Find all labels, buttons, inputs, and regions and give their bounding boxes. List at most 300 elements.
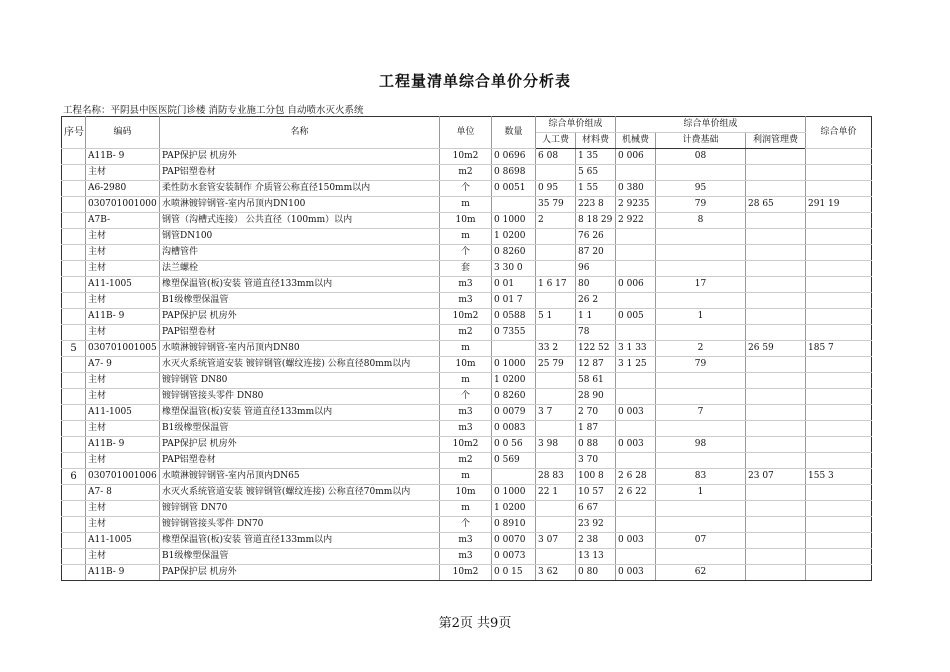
cell-labor: 2 xyxy=(536,213,576,229)
cell-material: 87 20 xyxy=(576,245,616,261)
cell-name: 橡塑保温管(板)安装 管道直径133mm以内 xyxy=(160,533,440,549)
cell-code: 主材 xyxy=(86,517,160,533)
cell-labor: 22 1 xyxy=(536,485,576,501)
cell-material: 223 8 xyxy=(576,197,616,213)
cell-name: PAP铝塑卷材 xyxy=(160,165,440,181)
table-header-row xyxy=(62,117,872,133)
cell-profit xyxy=(746,309,806,325)
header-total: 综合单价 xyxy=(806,117,872,149)
cell-total xyxy=(806,213,872,229)
cell-total xyxy=(806,245,872,261)
table-row xyxy=(62,245,872,261)
unit-price-analysis-table xyxy=(61,116,872,581)
cell-name: B1级橡塑保温管 xyxy=(160,549,440,565)
cell-material: 2 70 xyxy=(576,405,616,421)
cell-seq xyxy=(62,245,86,261)
header-code: 编码 xyxy=(86,117,160,149)
cell-seq xyxy=(62,501,86,517)
cell-profit xyxy=(746,549,806,565)
cell-qty: 0 0079 xyxy=(492,405,536,421)
header-basis: 计费基础 xyxy=(656,133,746,149)
cell-unit: m3 xyxy=(440,405,492,421)
cell-seq xyxy=(62,149,86,165)
cell-machine xyxy=(616,245,656,261)
table-row xyxy=(62,197,872,213)
cell-name: PAP铝塑卷材 xyxy=(160,453,440,469)
cell-code: 030701001005 xyxy=(86,341,160,357)
cell-basis xyxy=(656,245,746,261)
table-row xyxy=(62,485,872,501)
cell-profit xyxy=(746,357,806,373)
cell-qty: 0 0696 xyxy=(492,149,536,165)
cell-name: 镀锌钢管接头零件 DN80 xyxy=(160,389,440,405)
table-row xyxy=(62,357,872,373)
cell-profit xyxy=(746,501,806,517)
cell-machine: 0 006 xyxy=(616,149,656,165)
cell-seq xyxy=(62,549,86,565)
cell-labor: 35 79 xyxy=(536,197,576,213)
cell-machine: 0 005 xyxy=(616,309,656,325)
cell-seq xyxy=(62,421,86,437)
cell-name: PAP保护层 机房外 xyxy=(160,565,440,581)
cell-code: 主材 xyxy=(86,421,160,437)
cell-qty: 0 0588 xyxy=(492,309,536,325)
cell-total xyxy=(806,357,872,373)
cell-unit: m xyxy=(440,197,492,213)
cell-qty: 0 8260 xyxy=(492,245,536,261)
cell-code: 主材 xyxy=(86,229,160,245)
cell-seq xyxy=(62,165,86,181)
cell-total xyxy=(806,325,872,341)
cell-labor: 25 79 xyxy=(536,357,576,373)
cell-unit: m3 xyxy=(440,549,492,565)
cell-profit xyxy=(746,405,806,421)
cell-name: B1级橡塑保温管 xyxy=(160,421,440,437)
table-row xyxy=(62,149,872,165)
project-name: 工程名称：平阴县中医医院门诊楼 消防专业施工分包 自动喷水灭火系统 xyxy=(63,105,364,116)
cell-basis xyxy=(656,229,746,245)
cell-unit: 个 xyxy=(440,245,492,261)
cell-material: 1 55 xyxy=(576,181,616,197)
table-row xyxy=(62,501,872,517)
header-group1: 综合单价组成 xyxy=(536,117,616,133)
cell-basis xyxy=(656,293,746,309)
cell-qty: 1 0200 xyxy=(492,373,536,389)
cell-total xyxy=(806,549,872,565)
cell-basis xyxy=(656,389,746,405)
cell-code: A7- 9 xyxy=(86,357,160,373)
cell-name: 柔性防水套管安装制作 介质管公称直径150mm以内 xyxy=(160,181,440,197)
cell-name: 水灭火系统管道安装 镀锌钢管(螺纹连接) 公称直径80mm以内 xyxy=(160,357,440,373)
cell-material: 122 52 xyxy=(576,341,616,357)
table-row xyxy=(62,229,872,245)
table-row xyxy=(62,405,872,421)
cell-material: 0 80 xyxy=(576,565,616,581)
cell-name: 镀锌钢管 DN70 xyxy=(160,501,440,517)
table-row xyxy=(62,325,872,341)
cell-name: 法兰螺栓 xyxy=(160,261,440,277)
cell-machine: 0 003 xyxy=(616,533,656,549)
cell-labor: 3 07 xyxy=(536,533,576,549)
cell-total xyxy=(806,437,872,453)
cell-name: B1级橡塑保温管 xyxy=(160,293,440,309)
cell-name: 镀锌钢管 DN80 xyxy=(160,373,440,389)
cell-seq: 5 xyxy=(62,341,86,357)
cell-code: A11-1005 xyxy=(86,533,160,549)
table-row xyxy=(62,181,872,197)
table-row xyxy=(62,517,872,533)
cell-name: 水灭火系统管道安装 镀锌钢管(螺纹连接) 公称直径70mm以内 xyxy=(160,485,440,501)
table-row xyxy=(62,453,872,469)
cell-material: 23 92 xyxy=(576,517,616,533)
cell-basis: 95 xyxy=(656,181,746,197)
cell-profit xyxy=(746,261,806,277)
cell-labor xyxy=(536,245,576,261)
cell-unit: 10m2 xyxy=(440,565,492,581)
cell-code: A6-2980 xyxy=(86,181,160,197)
cell-machine xyxy=(616,453,656,469)
cell-profit xyxy=(746,245,806,261)
cell-machine xyxy=(616,389,656,405)
cell-total xyxy=(806,277,872,293)
cell-unit: m2 xyxy=(440,165,492,181)
cell-unit: m3 xyxy=(440,421,492,437)
cell-code: 主材 xyxy=(86,293,160,309)
cell-labor xyxy=(536,261,576,277)
cell-unit: m3 xyxy=(440,293,492,309)
cell-name: 水喷淋镀锌钢管-室内吊顶内DN100 xyxy=(160,197,440,213)
cell-basis: 17 xyxy=(656,277,746,293)
cell-basis: 1 xyxy=(656,309,746,325)
cell-total xyxy=(806,453,872,469)
cell-basis: 62 xyxy=(656,565,746,581)
cell-seq xyxy=(62,293,86,309)
cell-material: 78 xyxy=(576,325,616,341)
cell-material: 12 87 xyxy=(576,357,616,373)
cell-machine: 0 003 xyxy=(616,405,656,421)
cell-basis xyxy=(656,453,746,469)
cell-qty: 0 1000 xyxy=(492,357,536,373)
cell-material: 26 2 xyxy=(576,293,616,309)
cell-material: 8 18 29 xyxy=(576,213,616,229)
cell-seq xyxy=(62,309,86,325)
cell-qty: 1 0200 xyxy=(492,229,536,245)
cell-seq xyxy=(62,437,86,453)
cell-seq xyxy=(62,389,86,405)
cell-code: 主材 xyxy=(86,325,160,341)
cell-code: 030701001000 xyxy=(86,197,160,213)
cell-qty: 0 0 56 xyxy=(492,437,536,453)
cell-total xyxy=(806,517,872,533)
cell-basis xyxy=(656,421,746,437)
cell-material: 2 38 xyxy=(576,533,616,549)
table-row xyxy=(62,277,872,293)
cell-name: 沟槽管件 xyxy=(160,245,440,261)
cell-machine: 0 006 xyxy=(616,277,656,293)
cell-code: 主材 xyxy=(86,549,160,565)
cell-seq xyxy=(62,565,86,581)
cell-total xyxy=(806,421,872,437)
cell-machine: 3 1 25 xyxy=(616,357,656,373)
cell-basis xyxy=(656,501,746,517)
cell-unit: 10m xyxy=(440,213,492,229)
cell-qty: 0 0083 xyxy=(492,421,536,437)
cell-labor xyxy=(536,325,576,341)
cell-material: 0 88 xyxy=(576,437,616,453)
cell-machine xyxy=(616,293,656,309)
cell-machine xyxy=(616,229,656,245)
cell-labor xyxy=(536,373,576,389)
cell-material: 100 8 xyxy=(576,469,616,485)
cell-name: PAP保护层 机房外 xyxy=(160,149,440,165)
cell-code: 主材 xyxy=(86,373,160,389)
table-row xyxy=(62,533,872,549)
cell-machine: 0 003 xyxy=(616,437,656,453)
cell-seq xyxy=(62,485,86,501)
cell-profit xyxy=(746,453,806,469)
cell-seq xyxy=(62,533,86,549)
cell-basis: 8 xyxy=(656,213,746,229)
cell-machine xyxy=(616,421,656,437)
cell-qty: 0 0070 xyxy=(492,533,536,549)
table-row xyxy=(62,437,872,453)
cell-name: 水喷淋镀锌钢管-室内吊顶内DN80 xyxy=(160,341,440,357)
cell-material: 5 65 xyxy=(576,165,616,181)
cell-profit: 23 07 xyxy=(746,469,806,485)
page-title: 工程量清单综合单价分析表 xyxy=(378,72,571,90)
cell-profit xyxy=(746,325,806,341)
header-qty: 数量 xyxy=(492,117,536,149)
header-name: 名称 xyxy=(160,117,440,149)
header-unit: 单位 xyxy=(440,117,492,149)
page-footer: 第2页 共9页 xyxy=(438,616,512,631)
cell-profit xyxy=(746,165,806,181)
cell-material: 10 57 xyxy=(576,485,616,501)
cell-total: 291 19 xyxy=(806,197,872,213)
cell-labor: 3 62 xyxy=(536,565,576,581)
cell-unit: 个 xyxy=(440,389,492,405)
cell-total xyxy=(806,229,872,245)
cell-profit xyxy=(746,373,806,389)
cell-qty: 0 8260 xyxy=(492,389,536,405)
cell-total xyxy=(806,405,872,421)
cell-code: A11-1005 xyxy=(86,405,160,421)
cell-machine: 2 9235 xyxy=(616,197,656,213)
cell-seq xyxy=(62,517,86,533)
cell-material: 3 70 xyxy=(576,453,616,469)
cell-unit: 个 xyxy=(440,517,492,533)
cell-profit xyxy=(746,181,806,197)
table-row xyxy=(62,549,872,565)
cell-labor xyxy=(536,165,576,181)
cell-seq xyxy=(62,277,86,293)
cell-unit: 10m xyxy=(440,357,492,373)
cell-material: 80 xyxy=(576,277,616,293)
cell-labor xyxy=(536,421,576,437)
cell-basis: 79 xyxy=(656,197,746,213)
cell-material: 1 87 xyxy=(576,421,616,437)
cell-qty: 3 30 0 xyxy=(492,261,536,277)
cell-machine xyxy=(616,165,656,181)
cell-qty: 0 0073 xyxy=(492,549,536,565)
cell-material: 6 67 xyxy=(576,501,616,517)
cell-unit: 个 xyxy=(440,181,492,197)
cell-total xyxy=(806,373,872,389)
cell-profit xyxy=(746,229,806,245)
cell-material: 96 xyxy=(576,261,616,277)
cell-unit: 套 xyxy=(440,261,492,277)
cell-basis: 2 xyxy=(656,341,746,357)
table-row xyxy=(62,565,872,581)
cell-machine xyxy=(616,261,656,277)
cell-qty: 0 01 7 xyxy=(492,293,536,309)
cell-basis xyxy=(656,325,746,341)
cell-profit xyxy=(746,389,806,405)
cell-name: PAP保护层 机房外 xyxy=(160,437,440,453)
cell-material: 76 26 xyxy=(576,229,616,245)
cell-basis: 08 xyxy=(656,149,746,165)
cell-machine: 3 1 33 xyxy=(616,341,656,357)
cell-material: 13 13 xyxy=(576,549,616,565)
cell-basis: 1 xyxy=(656,485,746,501)
cell-qty xyxy=(492,469,536,485)
cell-labor xyxy=(536,517,576,533)
cell-name: PAP铝塑卷材 xyxy=(160,325,440,341)
header-material: 材料费 xyxy=(576,133,616,149)
cell-material: 1 1 xyxy=(576,309,616,325)
cell-profit xyxy=(746,293,806,309)
header-profit: 利润管理费 xyxy=(746,133,806,149)
cell-seq xyxy=(62,261,86,277)
cell-labor: 6 08 xyxy=(536,149,576,165)
cell-total xyxy=(806,533,872,549)
cell-unit: m2 xyxy=(440,325,492,341)
cell-labor: 3 7 xyxy=(536,405,576,421)
cell-seq xyxy=(62,373,86,389)
cell-unit: m xyxy=(440,373,492,389)
cell-seq xyxy=(62,357,86,373)
cell-total: 155 3 xyxy=(806,469,872,485)
cell-unit: 10m2 xyxy=(440,309,492,325)
cell-machine: 2 6 28 xyxy=(616,469,656,485)
table-row xyxy=(62,293,872,309)
cell-qty: 0 569 xyxy=(492,453,536,469)
cell-qty: 0 8698 xyxy=(492,165,536,181)
header-machine: 机械费 xyxy=(616,133,656,149)
cell-labor xyxy=(536,389,576,405)
cell-labor: 28 83 xyxy=(536,469,576,485)
cell-name: 钢管（沟槽式连接） 公共直径（100mm）以内 xyxy=(160,213,440,229)
cell-unit: m xyxy=(440,341,492,357)
cell-profit xyxy=(746,485,806,501)
cell-seq: 6 xyxy=(62,469,86,485)
cell-name: 镀锌钢管接头零件 DN70 xyxy=(160,517,440,533)
cell-seq xyxy=(62,453,86,469)
cell-profit xyxy=(746,149,806,165)
cell-code: A11B- 9 xyxy=(86,437,160,453)
cell-machine xyxy=(616,549,656,565)
cell-basis xyxy=(656,549,746,565)
cell-profit: 26 59 xyxy=(746,341,806,357)
cell-labor: 3 98 xyxy=(536,437,576,453)
table-row xyxy=(62,261,872,277)
header-group2: 综合单价组成 xyxy=(616,117,806,133)
cell-total: 185 7 xyxy=(806,341,872,357)
cell-basis: 7 xyxy=(656,405,746,421)
cell-total xyxy=(806,309,872,325)
cell-total xyxy=(806,261,872,277)
cell-qty: 0 7355 xyxy=(492,325,536,341)
cell-material: 28 90 xyxy=(576,389,616,405)
cell-name: 橡塑保温管(板)安装 管道直径133mm以内 xyxy=(160,277,440,293)
cell-seq xyxy=(62,405,86,421)
cell-unit: m3 xyxy=(440,533,492,549)
cell-seq xyxy=(62,213,86,229)
cell-basis xyxy=(656,517,746,533)
cell-name: 水喷淋镀锌钢管-室内吊顶内DN65 xyxy=(160,469,440,485)
cell-qty: 0 1000 xyxy=(492,213,536,229)
cell-machine: 2 922 xyxy=(616,213,656,229)
cell-basis xyxy=(656,373,746,389)
cell-qty xyxy=(492,197,536,213)
cell-code: A11B- 9 xyxy=(86,565,160,581)
cell-machine xyxy=(616,501,656,517)
cell-basis: 83 xyxy=(656,469,746,485)
cell-labor xyxy=(536,229,576,245)
cell-total xyxy=(806,565,872,581)
cell-code: 主材 xyxy=(86,165,160,181)
cell-unit: m2 xyxy=(440,453,492,469)
cell-code: 主材 xyxy=(86,245,160,261)
cell-labor xyxy=(536,293,576,309)
cell-name: PAP保护层 机房外 xyxy=(160,309,440,325)
cell-material: 58 61 xyxy=(576,373,616,389)
cell-seq xyxy=(62,181,86,197)
cell-machine: 0 380 xyxy=(616,181,656,197)
table-row xyxy=(62,389,872,405)
table-row xyxy=(62,421,872,437)
cell-profit xyxy=(746,533,806,549)
cell-unit: m xyxy=(440,229,492,245)
cell-unit: m xyxy=(440,501,492,517)
cell-basis: 79 xyxy=(656,357,746,373)
cell-labor xyxy=(536,501,576,517)
cell-unit: m xyxy=(440,469,492,485)
cell-code: 主材 xyxy=(86,389,160,405)
cell-qty xyxy=(492,341,536,357)
cell-machine: 0 003 xyxy=(616,565,656,581)
cell-seq xyxy=(62,325,86,341)
cell-machine xyxy=(616,517,656,533)
table-row xyxy=(62,309,872,325)
cell-unit: m3 xyxy=(440,277,492,293)
cell-machine xyxy=(616,373,656,389)
cell-labor xyxy=(536,453,576,469)
table-row xyxy=(62,213,872,229)
cell-labor: 1 6 17 xyxy=(536,277,576,293)
cell-code: A11B- 9 xyxy=(86,149,160,165)
cell-machine xyxy=(616,325,656,341)
cell-code: 主材 xyxy=(86,453,160,469)
cell-total xyxy=(806,293,872,309)
cell-name: 钢管DN100 xyxy=(160,229,440,245)
cell-profit: 28 65 xyxy=(746,197,806,213)
cell-basis: 98 xyxy=(656,437,746,453)
cell-code: 主材 xyxy=(86,261,160,277)
cell-profit xyxy=(746,517,806,533)
cell-qty: 0 01 xyxy=(492,277,536,293)
cell-name: 橡塑保温管(板)安装 管道直径133mm以内 xyxy=(160,405,440,421)
